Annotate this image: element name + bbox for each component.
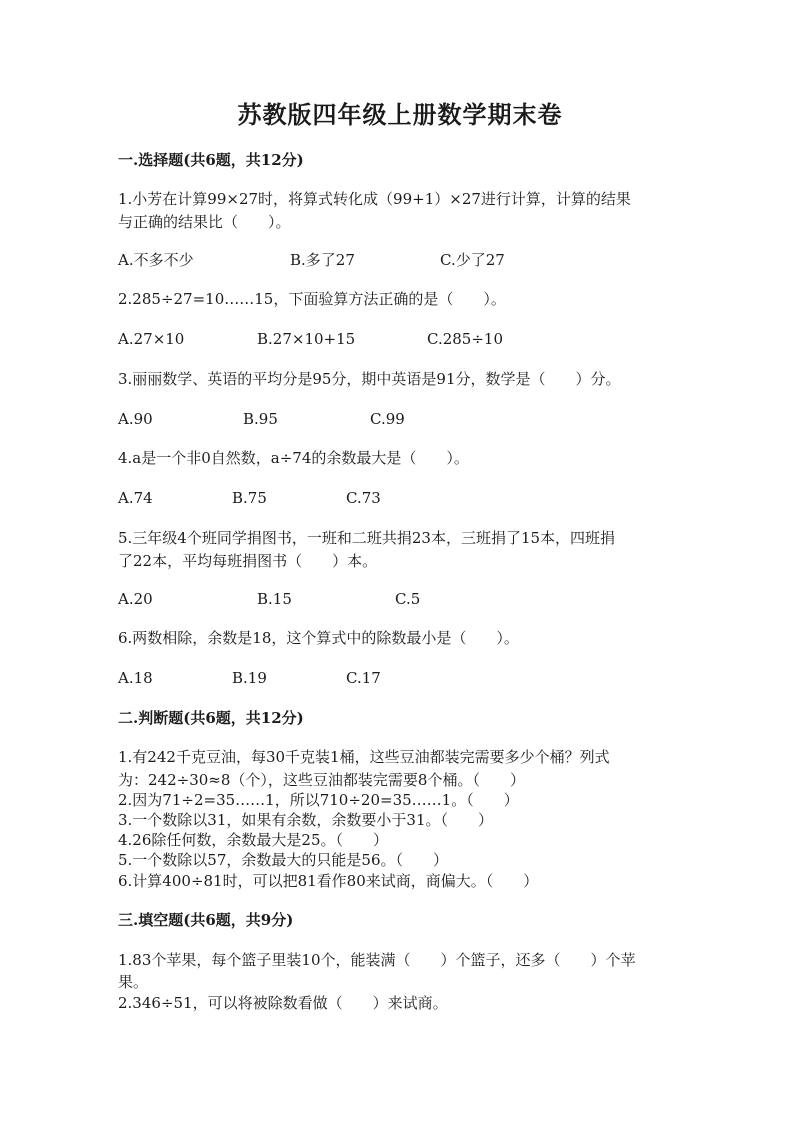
question-text: 了22本，平均每班捐图书（ ）本。 xyxy=(118,552,378,570)
option-a: A.90 xyxy=(118,410,153,428)
option-c: C.73 xyxy=(346,489,381,507)
option-b: B.15 xyxy=(257,590,292,608)
question-text: 3.丽丽数学、英语的平均分是95分，期中英语是91分，数学是（ ）分。 xyxy=(118,370,621,388)
question-text: 2.因为71÷2=35……1，所以710÷20=35……1。（ ） xyxy=(118,791,519,809)
question-text: 6.计算400÷81时，可以把81看作80来试商，商偏大。（ ） xyxy=(118,872,539,890)
section-heading-fill-blank: 三.填空题(共6题，共9分) xyxy=(118,911,294,929)
option-b: B.27×10+15 xyxy=(257,330,356,348)
section-heading-choice: 一.选择题(共6题，共12分) xyxy=(118,151,304,169)
option-c: C.285÷10 xyxy=(427,330,503,348)
option-b: B.19 xyxy=(232,669,267,687)
option-c: C.17 xyxy=(346,669,381,687)
question-text: 4.a是一个非0自然数，a÷74的余数最大是（ ）。 xyxy=(118,449,469,467)
question-text: 1.83个苹果，每个篮子里装10个，能装满（ ）个篮子，还多（ ）个苹 xyxy=(118,951,636,969)
question-text: 果。 xyxy=(118,973,149,991)
question-text: 6.两数相除，余数是18，这个算式中的除数最小是（ ）。 xyxy=(118,629,519,647)
option-a: A.74 xyxy=(118,489,153,507)
question-text: 2.346÷51，可以将被除数看做（ ）来试商。 xyxy=(118,994,448,1012)
question-text: 4.26除任何数，余数最大是25。（ ） xyxy=(118,831,388,849)
question-text: 5.三年级4个班同学捐图书，一班和二班共捐23本，三班捐了15本，四班捐 xyxy=(118,529,616,547)
question-text: 1.有242千克豆油，每30千克装1桶，这些豆油都装完需要多少个桶？列式 xyxy=(118,748,610,766)
question-text: 2.285÷27=10……15，下面验算方法正确的是（ ）。 xyxy=(118,290,506,308)
option-a: A.不多不少 xyxy=(118,251,194,269)
option-a: A.20 xyxy=(118,590,153,608)
section-heading-judgement: 二.判断题(共6题，共12分) xyxy=(118,709,304,727)
option-c: C.99 xyxy=(370,410,405,428)
option-a: A.27×10 xyxy=(118,330,185,348)
option-b: B.75 xyxy=(232,489,267,507)
question-text: 5.一个数除以57，余数最大的只能是56。（ ） xyxy=(118,851,448,869)
option-c: C.5 xyxy=(395,590,421,608)
option-a: A.18 xyxy=(118,669,153,687)
option-b: B.95 xyxy=(243,410,278,428)
option-b: B.多了27 xyxy=(290,251,355,269)
question-text: 1.小芳在计算99×27时，将算式转化成（99+1）×27进行计算，计算的结果 xyxy=(118,190,631,208)
question-text: 与正确的结果比（ ）。 xyxy=(118,213,291,231)
page-title: 苏教版四年级上册数学期末卷 xyxy=(237,100,563,129)
question-text: 为：242÷30≈8（个），这些豆油都装完需要8个桶。（ ） xyxy=(118,771,525,789)
option-c: C.少了27 xyxy=(440,251,505,269)
question-text: 3.一个数除以31，如果有余数，余数要小于31。（ ） xyxy=(118,811,493,829)
